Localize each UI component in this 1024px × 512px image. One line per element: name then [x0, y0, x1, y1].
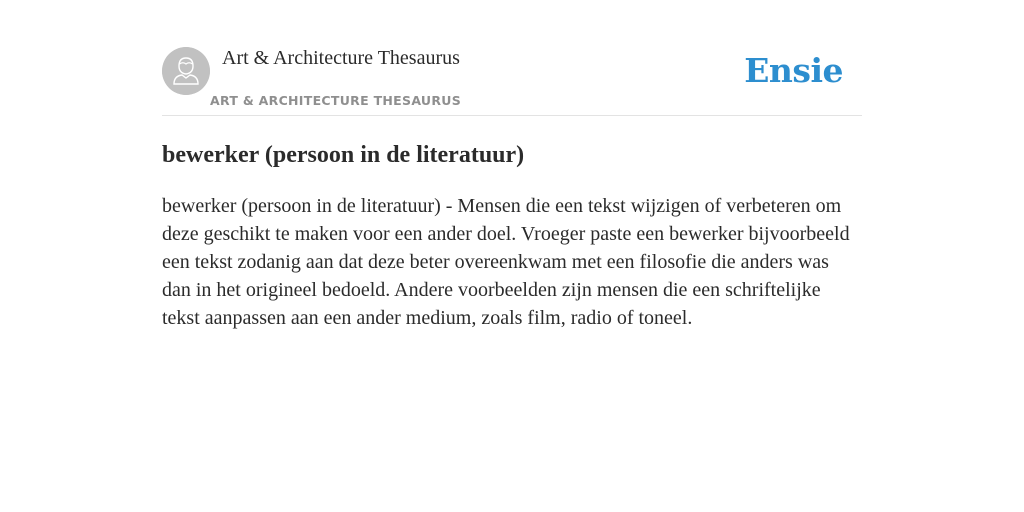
definition-text: bewerker (persoon in de literatuur) - Mensen die een tekst wijzigen of verbeteren om deze geschikt te maken voor een ander doel. Vroeger paste een bewerker bijvoorbeeld een tekst zodanig aan dat deze beter overeenkwam met een filosofie die anders was dan in het origineel bedoeld. Andere voorbeelden zijn mensen die een schriftelijke tekst aanpassen aan een ander medium, zoals film, radio of toneel. [162, 195, 850, 329]
ensie-logo[interactable]: Ensie [744, 51, 843, 90]
user-placeholder-icon[interactable] [162, 47, 210, 95]
source-title[interactable]: Art & Architecture Thesaurus [222, 47, 460, 69]
entry-card [162, 0, 862, 512]
source-subtitle[interactable]: ART & ARCHITECTURE THESAURUS [210, 93, 462, 108]
page-title: bewerker (persoon in de literatuur) [162, 142, 525, 168]
entry-header [162, 46, 862, 116]
